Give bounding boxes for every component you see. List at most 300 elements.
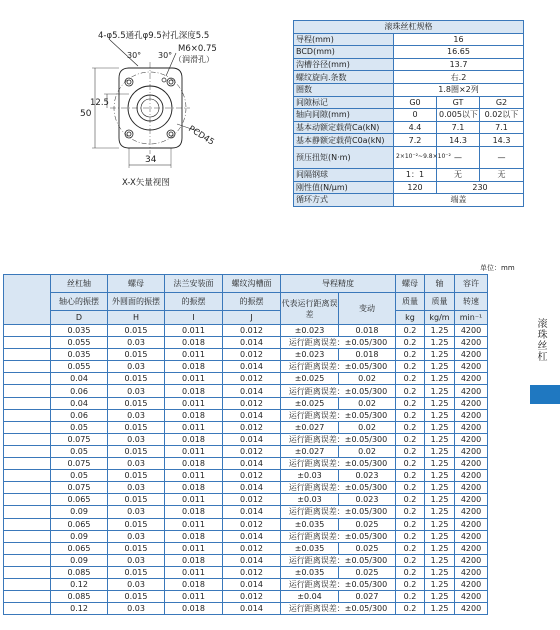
blank-cell [4,470,51,482]
cell-shaft-runout: 0.035 [51,349,108,361]
cell-groove-runout: 0.014 [223,530,281,542]
spec-value: — [480,146,524,168]
spec-value: G2 [480,96,524,109]
cell-shaft-mass: 1.25 [425,518,455,530]
lube-note: （润滑孔） [174,55,214,64]
blank-cell [4,566,51,578]
cell-speed: 4200 [455,506,488,518]
cell-shaft-mass: 1.25 [425,373,455,385]
spec-label: 轴向间隙(mm) [294,109,394,122]
cell-travel-error-combined: 运行距离误差：±0.05/300 [281,506,396,518]
blank-cell [4,482,51,494]
table-row [4,494,521,506]
cell-speed: 4200 [455,603,488,615]
cell-speed: 4200 [455,578,488,590]
cell-shaft-mass: 1.25 [425,506,455,518]
dim-offset: 12.5 [90,98,109,108]
cell-shaft-runout: 0.04 [51,397,108,409]
spec-label: 循环方式 [294,194,394,207]
blank-cell [4,397,51,409]
table-row [4,542,521,554]
angle-left: 30° [127,51,142,60]
cell-nut-runout: 0.015 [108,470,165,482]
cell-flange-runout: 0.011 [165,566,223,578]
cell-nut-runout: 0.015 [108,566,165,578]
side-tab-label: 滚珠丝杠 [535,318,546,362]
cell-flange-runout: 0.011 [165,373,223,385]
cell-shaft-runout: 0.065 [51,518,108,530]
cell-groove-runout: 0.014 [223,385,281,397]
cell-variation: 0.025 [339,518,396,530]
cell-travel-error-combined: 运行距离误差：±0.05/300 [281,482,396,494]
cell-nut-runout: 0.015 [108,397,165,409]
spec-value: 230 [437,181,524,194]
header-i-2: 的振摆 [165,293,223,311]
table-row [4,409,521,421]
table-row [4,433,521,445]
cell-shaft-mass: 1.25 [425,542,455,554]
cell-flange-runout: 0.011 [165,542,223,554]
cell-shaft-mass: 1.25 [425,385,455,397]
blank-cell [4,518,51,530]
cell-flange-runout: 0.011 [165,518,223,530]
header-d-3: D [51,311,108,325]
cell-flange-runout: 0.018 [165,578,223,590]
cell-groove-runout: 0.012 [223,325,281,337]
lube-hole [162,78,166,82]
cell-groove-runout: 0.012 [223,566,281,578]
cell-shaft-mass: 1.25 [425,566,455,578]
spec-label: BCD(mm) [294,46,394,59]
spec-value: — [437,146,480,168]
cell-nut-runout: 0.015 [108,591,165,603]
spec-row-circulation [294,194,524,207]
header-travel: 代表运行距离误差 [281,293,339,325]
cell-travel-error: ±0.03 [281,470,339,482]
cell-travel-error-combined: 运行距离误差：±0.05/300 [281,409,396,421]
precision-table [3,274,521,615]
header-d-2: 轴心的振摆 [51,293,108,311]
blank-cell [4,554,51,566]
cell-nut-mass: 0.2 [396,421,425,433]
cell-speed: 4200 [455,518,488,530]
blank-cell [4,361,51,373]
header-shaft-mass-1: 轴 [425,275,455,293]
spec-value: 7.2 [394,134,437,147]
cell-flange-runout: 0.011 [165,470,223,482]
cell-travel-error: ±0.025 [281,397,339,409]
cell-shaft-mass: 1.25 [425,409,455,421]
cell-shaft-runout: 0.06 [51,385,108,397]
cell-groove-runout: 0.014 [223,361,281,373]
cell-variation: 0.025 [339,542,396,554]
blank-cell [4,421,51,433]
cell-groove-runout: 0.012 [223,445,281,457]
cell-shaft-mass: 1.25 [425,603,455,615]
header-j-3: J [223,311,281,325]
spec-label: 间隔钢球 [294,168,394,181]
cell-shaft-runout: 0.09 [51,506,108,518]
cell-nut-mass: 0.2 [396,566,425,578]
ball-screw-spec-table [293,20,524,207]
cell-speed: 4200 [455,373,488,385]
cell-shaft-mass: 1.25 [425,325,455,337]
cell-groove-runout: 0.014 [223,482,281,494]
dim-width: 34 [145,155,157,165]
cell-variation: 0.023 [339,494,396,506]
cell-travel-error-combined: 运行距离误差：±0.05/300 [281,603,396,615]
cell-nut-mass: 0.2 [396,494,425,506]
header-nut-mass-3: kg [396,311,425,325]
spec-label: 基本静额定载荷C0a(kN) [294,134,394,147]
header-speed-2: 转速 [455,293,488,311]
cell-shaft-runout: 0.065 [51,494,108,506]
cell-speed: 4200 [455,421,488,433]
spec-value: 4.4 [394,121,437,134]
cell-travel-error: ±0.035 [281,518,339,530]
cell-groove-runout: 0.012 [223,494,281,506]
header-j-2: 的振摆 [223,293,281,311]
spec-label: 预压扭矩(N·m) [294,146,394,168]
cell-shaft-runout: 0.12 [51,603,108,615]
cell-shaft-mass: 1.25 [425,433,455,445]
header-speed-1: 容许 [455,275,488,293]
cell-speed: 4200 [455,397,488,409]
spec-value: 2×10⁻²~9.8×10⁻² [394,146,437,168]
cell-nut-mass: 0.2 [396,518,425,530]
cell-speed: 4200 [455,566,488,578]
cell-variation: 0.02 [339,421,396,433]
cell-shaft-mass: 1.25 [425,445,455,457]
cell-nut-runout: 0.03 [108,433,165,445]
table-row [4,421,521,433]
spec-row [294,33,524,46]
cell-shaft-mass: 1.25 [425,578,455,590]
cell-nut-mass: 0.2 [396,591,425,603]
spec-value: 无 [437,168,480,181]
spec-row-spacer [294,168,524,181]
cell-shaft-mass: 1.25 [425,349,455,361]
cell-speed: 4200 [455,337,488,349]
cell-shaft-runout: 0.075 [51,458,108,470]
cell-groove-runout: 0.012 [223,591,281,603]
cell-shaft-runout: 0.05 [51,470,108,482]
spec-row-rigidity [294,181,524,194]
cell-flange-runout: 0.011 [165,421,223,433]
cell-groove-runout: 0.014 [223,506,281,518]
cell-travel-error: ±0.023 [281,349,339,361]
cell-travel-error-combined: 运行距离误差：±0.05/300 [281,337,396,349]
table-row [4,385,521,397]
cell-shaft-runout: 0.035 [51,325,108,337]
cell-flange-runout: 0.018 [165,385,223,397]
cell-nut-mass: 0.2 [396,397,425,409]
cell-travel-error-combined: 运行距离误差：±0.05/300 [281,361,396,373]
spec-value: 120 [394,181,437,194]
cell-groove-runout: 0.012 [223,518,281,530]
cell-speed: 4200 [455,530,488,542]
header-j-1: 螺纹沟槽面 [223,275,281,293]
spec-row [294,109,524,122]
cell-nut-runout: 0.015 [108,349,165,361]
cell-shaft-runout: 0.075 [51,433,108,445]
cell-travel-error: ±0.027 [281,421,339,433]
cell-shaft-runout: 0.09 [51,530,108,542]
table-row [4,518,521,530]
dim-height: 50 [80,109,92,119]
blank-cell [4,433,51,445]
header-h-3: H [108,311,165,325]
cell-variation: 0.02 [339,397,396,409]
spec-label: 圈数 [294,83,394,96]
blank-cell [4,458,51,470]
cell-speed: 4200 [455,482,488,494]
cell-flange-runout: 0.011 [165,494,223,506]
cell-speed: 4200 [455,554,488,566]
table-row [4,530,521,542]
cell-shaft-runout: 0.06 [51,409,108,421]
spec-row [294,71,524,84]
cell-variation: 0.02 [339,373,396,385]
cell-shaft-runout: 0.085 [51,566,108,578]
cell-flange-runout: 0.018 [165,530,223,542]
table-row [4,325,521,337]
cell-speed: 4200 [455,494,488,506]
cell-shaft-mass: 1.25 [425,458,455,470]
cell-nut-runout: 0.03 [108,409,165,421]
spec-value: 13.7 [394,58,524,71]
cell-shaft-mass: 1.25 [425,482,455,494]
cell-nut-runout: 0.03 [108,603,165,615]
cell-flange-runout: 0.011 [165,445,223,457]
table-row [4,566,521,578]
table-row [4,373,521,385]
cell-nut-mass: 0.2 [396,373,425,385]
cell-nut-mass: 0.2 [396,458,425,470]
cell-groove-runout: 0.012 [223,470,281,482]
cell-speed: 4200 [455,445,488,457]
cell-nut-runout: 0.015 [108,373,165,385]
cell-flange-runout: 0.018 [165,337,223,349]
cell-shaft-runout: 0.075 [51,482,108,494]
cell-shaft-runout: 0.065 [51,542,108,554]
spec-label: 沟槽谷径(mm) [294,58,394,71]
cell-shaft-mass: 1.25 [425,337,455,349]
blank-col-header [4,275,51,325]
spec-value: 0.005以下 [437,109,480,122]
blank-cell [4,591,51,603]
spec-value: 0.02以下 [480,109,524,122]
table-row [4,337,521,349]
cell-shaft-runout: 0.05 [51,445,108,457]
header-h-2: 外圆面的振摆 [108,293,165,311]
blank-cell [4,494,51,506]
spec-value: 端盖 [394,194,524,207]
cell-shaft-runout: 0.12 [51,578,108,590]
spec-value: 1：1 [394,168,437,181]
side-tab-marker [530,385,560,404]
table-row [4,361,521,373]
spec-value: 14.3 [437,134,480,147]
blank-cell [4,578,51,590]
cell-nut-mass: 0.2 [396,530,425,542]
spec-row [294,83,524,96]
cell-variation: 0.02 [339,445,396,457]
cell-flange-runout: 0.018 [165,433,223,445]
header-d-1: 丝杠轴 [51,275,108,293]
cell-travel-error: ±0.04 [281,591,339,603]
cell-flange-runout: 0.018 [165,554,223,566]
cell-groove-runout: 0.014 [223,554,281,566]
cell-speed: 4200 [455,470,488,482]
pcd-label: PCD45 [186,124,216,148]
cell-shaft-mass: 1.25 [425,530,455,542]
table-row [4,470,521,482]
table-row [4,397,521,409]
spec-value: 右.2 [394,71,524,84]
cell-shaft-mass: 1.25 [425,470,455,482]
header-speed-3: min⁻¹ [455,311,488,325]
spec-label: 螺纹旋向.条数 [294,71,394,84]
cell-flange-runout: 0.011 [165,325,223,337]
table-row [4,506,521,518]
cell-speed: 4200 [455,458,488,470]
spec-value: 无 [480,168,524,181]
spec-title: 滚珠丝杠规格 [294,21,524,34]
cell-travel-error-combined: 运行距离误差：±0.05/300 [281,554,396,566]
cell-shaft-runout: 0.055 [51,337,108,349]
cell-speed: 4200 [455,433,488,445]
cell-speed: 4200 [455,542,488,554]
cell-groove-runout: 0.012 [223,397,281,409]
blank-cell [4,337,51,349]
cell-nut-mass: 0.2 [396,506,425,518]
spec-value: 7.1 [437,121,480,134]
header-i-1: 法兰安装面 [165,275,223,293]
blank-cell [4,506,51,518]
cell-shaft-runout: 0.085 [51,591,108,603]
cell-nut-runout: 0.015 [108,494,165,506]
cell-shaft-mass: 1.25 [425,361,455,373]
cell-travel-error-combined: 运行距离误差：±0.05/300 [281,578,396,590]
blank-cell [4,603,51,615]
header-variation: 变动 [339,293,396,325]
spec-row [294,58,524,71]
cell-flange-runout: 0.018 [165,482,223,494]
cell-nut-mass: 0.2 [396,470,425,482]
view-label: X-X矢量视图 [122,178,170,188]
blank-cell [4,385,51,397]
blank-cell [4,325,51,337]
header-shaft-mass-3: kg/m [425,311,455,325]
cell-shaft-mass: 1.25 [425,397,455,409]
spec-value: 0 [394,109,437,122]
cell-nut-runout: 0.03 [108,385,165,397]
cell-nut-runout: 0.015 [108,445,165,457]
cell-groove-runout: 0.014 [223,603,281,615]
spec-value: 7.1 [480,121,524,134]
spec-label: 导程(mm) [294,33,394,46]
cell-groove-runout: 0.014 [223,433,281,445]
cell-groove-runout: 0.012 [223,542,281,554]
cell-speed: 4200 [455,385,488,397]
cell-nut-runout: 0.015 [108,421,165,433]
cell-travel-error: ±0.023 [281,325,339,337]
cell-speed: 4200 [455,349,488,361]
cell-nut-runout: 0.03 [108,482,165,494]
cell-groove-runout: 0.014 [223,409,281,421]
cell-flange-runout: 0.018 [165,506,223,518]
cell-nut-mass: 0.2 [396,482,425,494]
spec-row [294,121,524,134]
cell-nut-runout: 0.03 [108,554,165,566]
cell-groove-runout: 0.014 [223,458,281,470]
spec-label: 基本动额定载荷Ca(kN) [294,121,394,134]
cell-travel-error-combined: 运行距离误差：±0.05/300 [281,385,396,397]
blank-cell [4,542,51,554]
cell-speed: 4200 [455,591,488,603]
nut-flange-drawing [50,20,250,195]
cell-shaft-runout: 0.04 [51,373,108,385]
cell-nut-runout: 0.03 [108,530,165,542]
cell-travel-error-combined: 运行距离误差：±0.05/300 [281,433,396,445]
header-h-1: 螺母 [108,275,165,293]
cell-travel-error-combined: 运行距离误差：±0.05/300 [281,530,396,542]
spec-value: GT [437,96,480,109]
cell-shaft-runout: 0.09 [51,554,108,566]
cell-travel-error: ±0.035 [281,542,339,554]
cell-nut-mass: 0.2 [396,554,425,566]
header-precision: 导程精度 [281,275,396,293]
blank-cell [4,409,51,421]
cell-travel-error-combined: 运行距离误差：±0.05/300 [281,458,396,470]
cell-flange-runout: 0.011 [165,349,223,361]
cell-speed: 4200 [455,325,488,337]
cell-nut-mass: 0.2 [396,603,425,615]
cell-variation: 0.018 [339,325,396,337]
cell-variation: 0.023 [339,470,396,482]
cell-variation: 0.027 [339,591,396,603]
cell-nut-mass: 0.2 [396,433,425,445]
cell-nut-runout: 0.03 [108,458,165,470]
cell-nut-runout: 0.03 [108,578,165,590]
table-row [4,445,521,457]
cell-variation: 0.018 [339,349,396,361]
cell-travel-error: ±0.027 [281,445,339,457]
cell-travel-error: ±0.035 [281,566,339,578]
cell-shaft-mass: 1.25 [425,554,455,566]
table-row [4,482,521,494]
spec-row [294,134,524,147]
header-i-3: I [165,311,223,325]
cell-nut-runout: 0.03 [108,337,165,349]
cell-flange-runout: 0.011 [165,591,223,603]
unit-note: 单位：mm [480,264,515,272]
cell-nut-mass: 0.2 [396,409,425,421]
cell-groove-runout: 0.014 [223,578,281,590]
spec-row [294,46,524,59]
cell-flange-runout: 0.011 [165,397,223,409]
cell-travel-error: ±0.025 [281,373,339,385]
cell-groove-runout: 0.012 [223,349,281,361]
cell-nut-runout: 0.03 [108,506,165,518]
table-row [4,458,521,470]
cell-flange-runout: 0.018 [165,409,223,421]
table-row [4,591,521,603]
cell-nut-mass: 0.2 [396,542,425,554]
table-row [4,349,521,361]
cell-shaft-runout: 0.055 [51,361,108,373]
